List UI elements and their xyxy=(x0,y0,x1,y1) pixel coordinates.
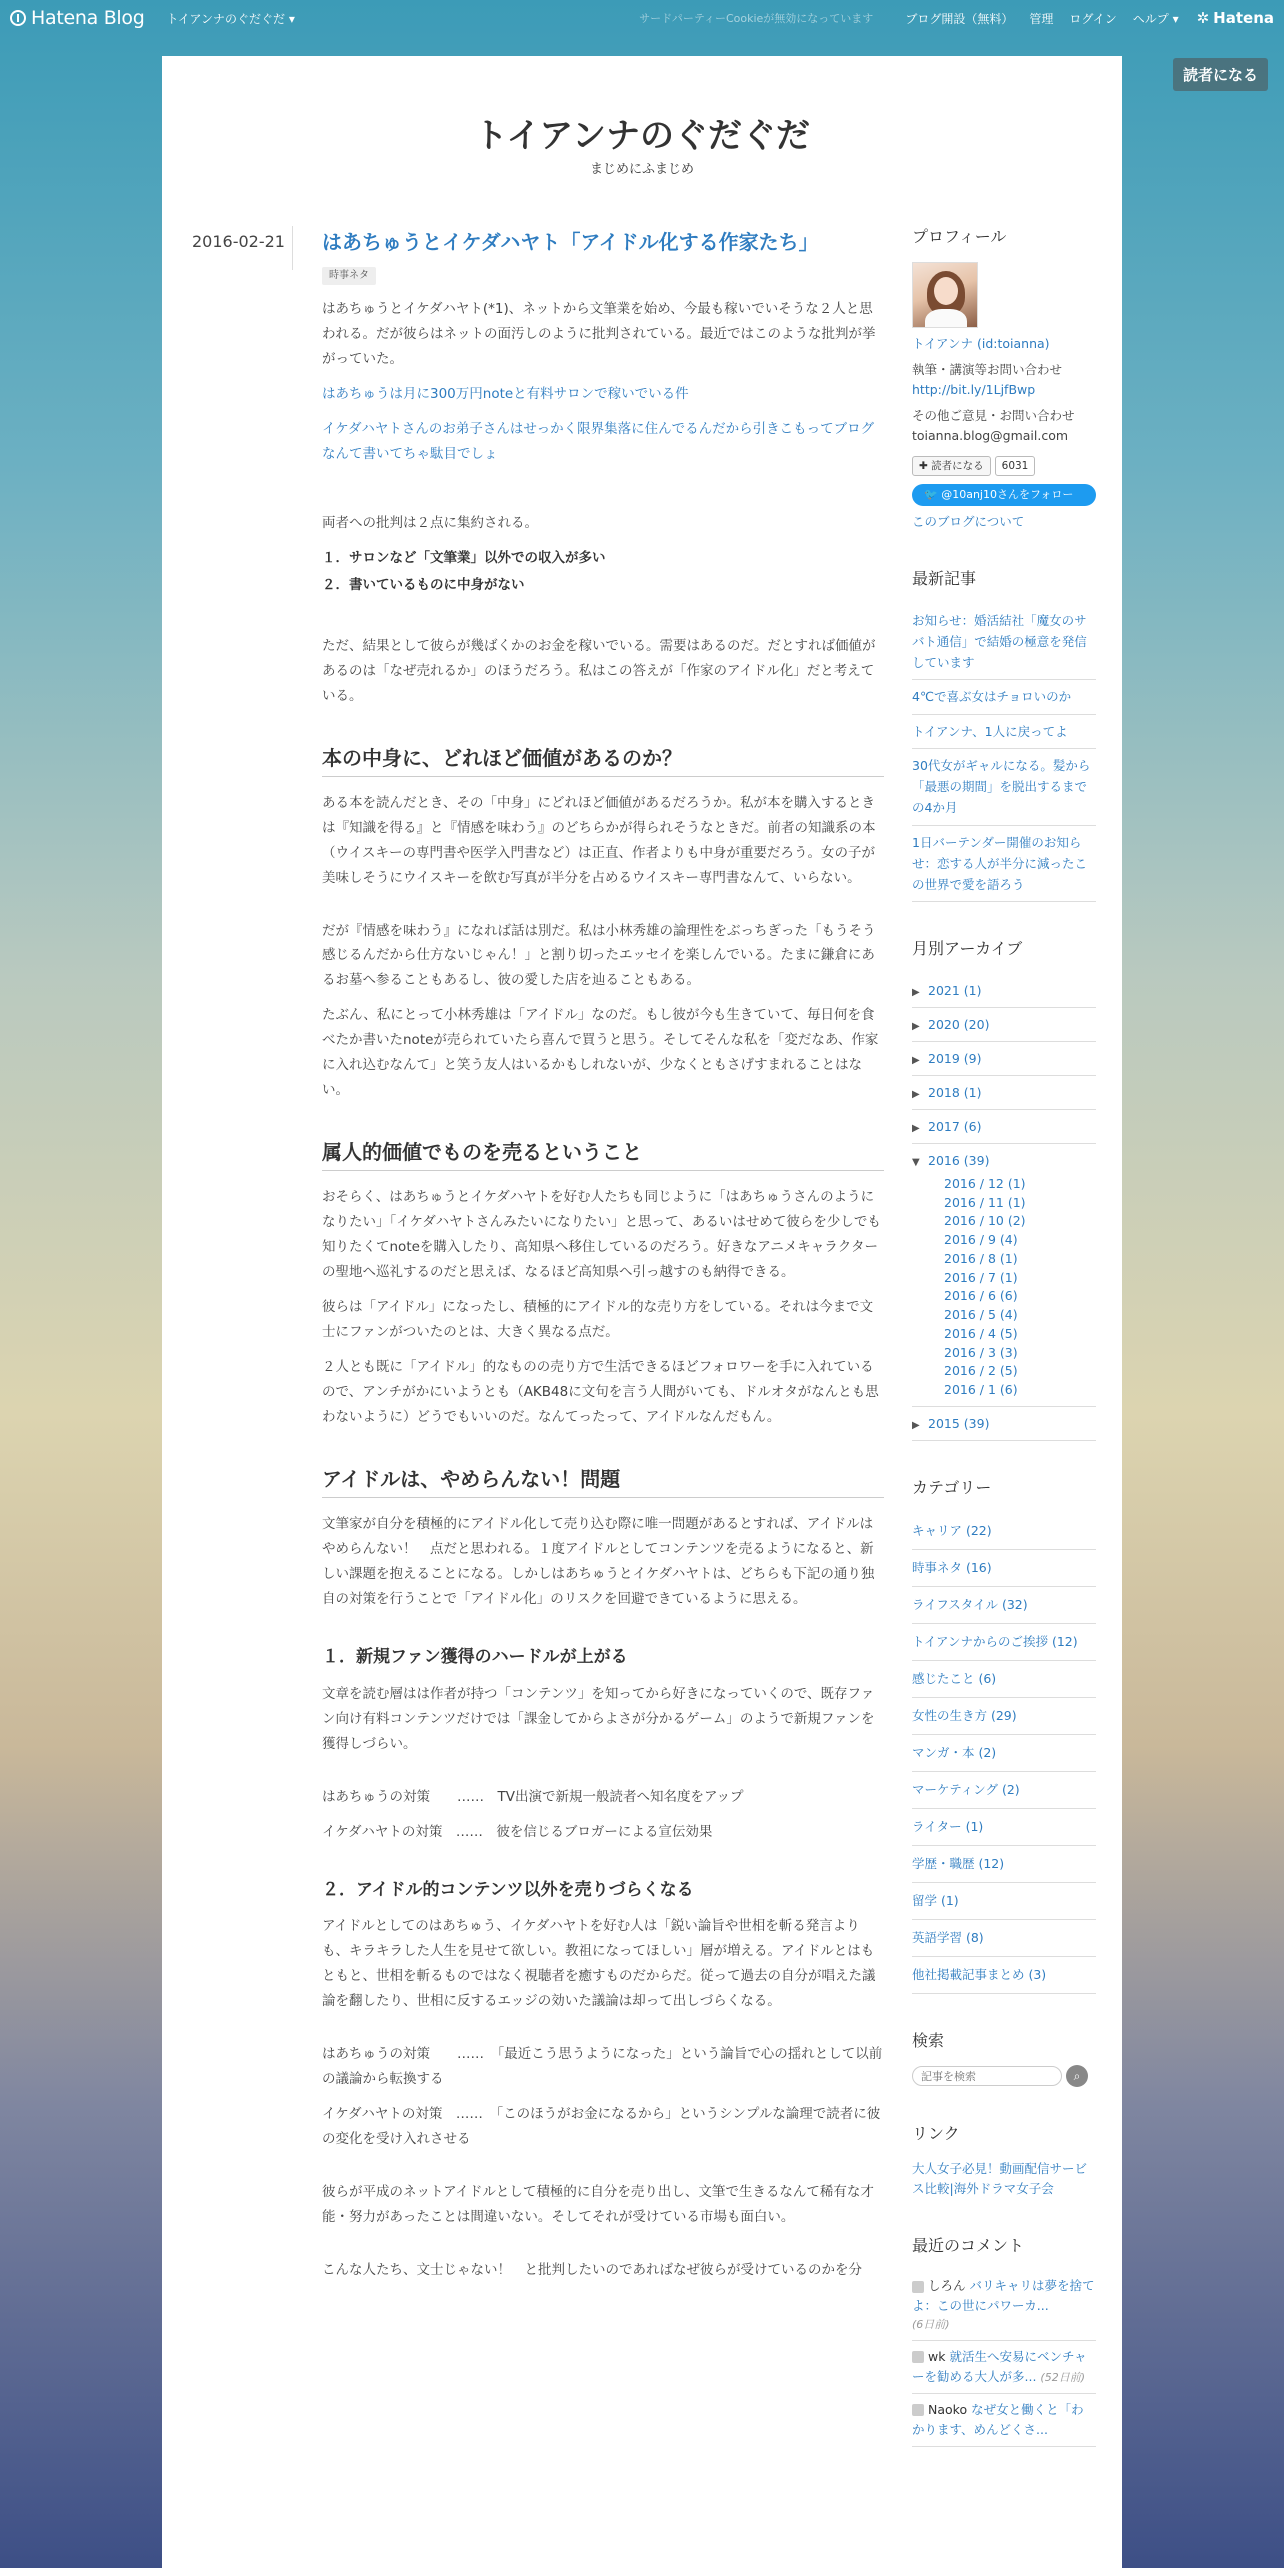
hatena-blog-logo[interactable] xyxy=(10,7,145,29)
hatena-link[interactable] xyxy=(1197,9,1274,27)
recent-entry-link[interactable]: 4℃で喜ぶ女はチョロいのか xyxy=(912,680,1096,714)
category-link[interactable]: マーケティング (2) xyxy=(912,1772,1096,1809)
date-divider xyxy=(292,226,293,270)
category-link[interactable]: ライフスタイル (32) xyxy=(912,1587,1096,1624)
paragraph: アイドルとしてのはあちゅう、イケダハヤトを好む人は「鋭い論旨や世相を斬る発言よりも、キラキラした人生を見せて欲しい。教祖になってほしい」層が増える。アイドルとはもともと、世相を斬るものではなく視聴者を癒すものだからだ。従って過去の自分が唱えた議論を翻したり、世相に反するエッジの効いた議論は却って出しづらくなる。 xyxy=(322,1918,876,2010)
section-heading: アイドルは、やめらんない！問題 xyxy=(322,1466,884,1498)
login-link[interactable]: ログイン xyxy=(1069,11,1117,26)
avatar[interactable] xyxy=(912,262,978,328)
links-module xyxy=(912,2121,1096,2199)
contact-email: toianna.blog@gmail.com xyxy=(912,427,1069,443)
expand-triangle-icon[interactable]: ▶ xyxy=(912,1020,920,1032)
category-link[interactable]: 他社掲載記事まとめ (3) xyxy=(912,1957,1096,1994)
archive-month-link[interactable]: 2016 / 2 (5) xyxy=(944,1363,1018,1379)
countermeasure-line: イケダハヤトの対策 …… 彼を信じるブロガーによる宣伝効果 xyxy=(322,1823,713,1840)
expand-triangle-icon[interactable]: ▶ xyxy=(912,1054,920,1066)
category-link[interactable]: キャリア (22) xyxy=(912,1513,1096,1550)
profile-name-link[interactable]: トイアンナ (id:toianna) xyxy=(912,335,1050,351)
search-module xyxy=(912,2028,1096,2088)
archive-year-row[interactable]: ▶ 2018 (1) xyxy=(912,1076,1096,1110)
category-link[interactable]: ライター (1) xyxy=(912,1809,1096,1846)
expand-triangle-icon[interactable]: ▶ xyxy=(912,1088,920,1100)
collapse-triangle-icon[interactable]: ▼ xyxy=(912,1156,920,1168)
section-heading: 属人的価値でものを売るということ xyxy=(322,1139,884,1171)
logo-text: Hatena Blog xyxy=(31,7,145,29)
countermeasure-line: イケダハヤトの対策 …… 「このほうがお金になるから」というシンプルな論理で読者に彼の変化を受け入れさせる xyxy=(322,2106,881,2148)
paragraph: 彼らが平成のネットアイドルとして積極的に自分を売り出し、文筆で生きるなんて稀有な才能・努力があったことは間違いない。そしてそれが受けている市場も面白い。 xyxy=(322,2184,874,2226)
comment-date: (52日前) xyxy=(1040,2370,1085,2384)
comment-entry-link[interactable]: なぜ女と働くと「わかります、めんどくさ... xyxy=(912,2401,1084,2437)
archive-month-link[interactable]: 2016 / 8 (1) xyxy=(944,1250,1018,1266)
entry-body xyxy=(322,228,884,2293)
sub-heading: ２．アイドル的コンテンツ以外を売りづらくなる xyxy=(322,1879,694,1900)
hatena-logo-icon xyxy=(10,10,26,26)
archive-month-link[interactable]: 2016 / 9 (4) xyxy=(944,1232,1018,1248)
section-heading: 本の中身に、どれほど価値があるのか？ xyxy=(322,745,884,777)
comment-item xyxy=(912,2341,1096,2394)
module-title: リンク xyxy=(912,2124,960,2144)
countermeasure-line: はあちゅうの対策 …… TV出演で新規一般読者へ知名度をアップ xyxy=(322,1788,744,1805)
hatena-text: Hatena xyxy=(1213,9,1274,27)
category-link[interactable]: 時事ネタ (16) xyxy=(912,1550,1096,1587)
archive-module xyxy=(912,936,1096,1441)
blog-container xyxy=(162,56,1122,2568)
user-icon xyxy=(912,2281,924,2293)
writing-contact-label: 執筆・講演等お問い合わせ xyxy=(912,361,1063,377)
sub-heading: １．新規ファン獲得のハードルが上がる xyxy=(322,1646,628,1667)
help-menu[interactable]: ヘルプ ▾ xyxy=(1132,11,1179,26)
paragraph: 文章を読む層はは作者が持つ「コンテンツ」を知ってから好きになっていくので、既存ファン向け有料コンテンツだけでは「課金してからよさが分かるゲーム」のようで新規ファンを獲得しづらい。 xyxy=(322,1685,875,1752)
search-input[interactable] xyxy=(912,2066,1062,2086)
comment-user[interactable]: wk xyxy=(928,2348,946,2364)
module-title: カテゴリー xyxy=(912,1477,992,1497)
sidebar xyxy=(912,224,1096,2481)
paragraph: ただ、結果として彼らが幾ばくかのお金を稼いでいる。需要はあるのだ。だとすれば価値があるのは「なぜ売れるか」のほうだろう。私はこの答えが「作家のアイドル化」だと考えている。 xyxy=(322,637,876,704)
bold-point: １．サロンなど「文筆業」以外での収入が多い xyxy=(322,549,606,566)
writing-contact-link[interactable]: http://bit.ly/1LjfBwp xyxy=(912,381,1036,397)
archive-month-link[interactable]: 2016 / 3 (3) xyxy=(944,1344,1018,1360)
entry-category-tag[interactable]: 時事ネタ xyxy=(322,267,376,285)
user-icon xyxy=(912,2351,924,2363)
archive-year-row[interactable]: ▶ 2021 (1) xyxy=(912,974,1096,1008)
recent-entry-link[interactable]: 30代女がギャルになる。髪から「最悪の期間」を脱出するまでの4か月 xyxy=(912,749,1096,826)
user-icon xyxy=(912,2404,924,2416)
comment-item xyxy=(912,2394,1096,2447)
paragraph: こんな人たち、文士じゃない！ と批判したいのであればなぜ彼らが受けているのかを分 xyxy=(322,2262,862,2278)
comment-user[interactable]: Naoko xyxy=(928,2401,968,2417)
paragraph: だが『情感を味わう』になれば話は別だ。私は小林秀雄の論理性をぶっちぎった「もうそう感じるんだから仕方ないじゃん！」と割り切ったエッセイを楽しんでいる。たまに鎌倉にあるお墓へ参ることもあるし、彼の愛した店を辿ることもある。 xyxy=(322,922,876,989)
recent-entries-module xyxy=(912,566,1096,902)
subscriber-count[interactable]: 6031 xyxy=(995,456,1036,477)
paragraph: 両者への批判は２点に集約される。 xyxy=(322,514,538,531)
comment-entry-link[interactable]: 就活生へ安易にベンチャーを勧める大人が多... xyxy=(912,2348,1087,2384)
entry-title[interactable]: はあちゅうとイケダハヤト「アイドル化する作家たち」 xyxy=(322,230,819,254)
subscribe-button[interactable]: ✚ 読者になる xyxy=(912,456,991,477)
comment-user[interactable]: しろん xyxy=(928,2278,966,2294)
global-header xyxy=(0,0,1284,36)
expand-triangle-icon[interactable]: ▶ xyxy=(912,986,920,998)
paragraph: ある本を読んだとき、その「中身」にどれほど価値があるだろうか。私が本を購入するときは『知識を得る』と『情感を味わう』のどちらかが得られそうなときだ。前者の知識系の本（ウイスキーの専門書や医学入門書など）は正直、作者よりも中身が重要だろう。女の子が美味しそうにウイスキーを飲む写真が半分を占めるウイスキー専門書なんて、いらない。 xyxy=(322,794,876,886)
hatena-gear-icon: ✲ xyxy=(1196,9,1210,27)
category-link[interactable]: 感じたこと (6) xyxy=(912,1661,1096,1698)
subscribe-button-top[interactable]: 読者になる xyxy=(1173,58,1268,91)
category-link[interactable]: 学歴・職歴 (12) xyxy=(912,1846,1096,1883)
external-link[interactable]: 大人女子必見！動画配信サービス比較|海外ドラマ女子会 xyxy=(912,2160,1088,2196)
archive-month-link[interactable]: 2016 / 5 (4) xyxy=(944,1307,1018,1323)
recent-entry-link[interactable]: 1日バーテンダー開催のお知らせ：恋する人が半分に減ったこの世界で愛を語ろう xyxy=(912,826,1096,903)
categories-module xyxy=(912,1475,1096,1994)
start-blog-link[interactable]: ブログ開設（無料） xyxy=(905,11,1014,26)
blog-title[interactable]: トイアンナのぐだぐだ xyxy=(474,116,810,156)
countermeasure-line: はあちゅうの対策 …… 「最近こう思うようになった」という論旨で心の揺れとして以前の議論から転換する xyxy=(322,2046,883,2088)
manage-link[interactable]: 管理 xyxy=(1029,11,1054,26)
archive-year-row[interactable]: ▶ 2019 (9) xyxy=(912,1042,1096,1076)
other-contact-label: その他ご意見・お問い合わせ xyxy=(912,407,1075,423)
category-link[interactable]: 女性の生き方 (29) xyxy=(912,1698,1096,1735)
module-title: 最新記事 xyxy=(912,568,977,588)
paragraph: はあちゅうとイケダハヤト(*1)、ネットから文筆業を始め、今最も稼いでいそうな２人と思われる。だが彼らはネットの面汚しのように批判されている。最近ではこのような批判が挙がっていた。 xyxy=(322,301,876,367)
paragraph: たぶん、私にとって小林秀雄は「アイドル」なのだ。もし彼が今も生きていて、毎日何を食べたか書いたnoteが売られていたら喜んで買うと思う。そしてそんな私を「変だなあ、作家に入れ込むなんて」と笑う友人はいるかもしれないが、少なくともさげすまれることはない。 xyxy=(322,1007,879,1099)
archive-year-row[interactable]: ▶ 2020 (20) xyxy=(912,1008,1096,1042)
blog-description: まじめにふまじめ xyxy=(589,162,694,177)
category-link[interactable]: 英語学習 (8) xyxy=(912,1920,1096,1957)
twitter-follow-button[interactable]: 🐦 @10anj10さんをフォロー xyxy=(912,484,1096,506)
comment-date: (6日前) xyxy=(912,2318,950,2332)
paragraph: おそらく、はあちゅうとイケダハヤトを好む人たちも同じように「はあちゅうさんのようになりたい」「イケダハヤトさんみたいになりたい」と思って、あるいはせめて彼らを少しでも知りたくてnoteを購入したり、高知県へ移住しているのだろう。好きなアニメキャラクターの聖地へ巡礼するのだと思えば、なるほど高知県へ引っ越すのも納得できる。 xyxy=(322,1189,881,1281)
recent-comments-module xyxy=(912,2233,1096,2447)
comment-entry-link[interactable]: バリキャリは夢を捨てよ：この世にパワーカ... xyxy=(912,2278,1095,2314)
expand-triangle-icon[interactable]: ▶ xyxy=(912,1419,920,1431)
twitter-bird-icon: 🐦 xyxy=(924,488,942,502)
comment-item xyxy=(912,2270,1096,2341)
about-blog-link[interactable]: このブログについて xyxy=(912,513,1025,529)
article-link[interactable]: はあちゅうは月に300万円noteと有料サロンで稼いでいる件 xyxy=(322,385,689,402)
archive-month-link[interactable]: 2016 / 11 (1) xyxy=(944,1194,1026,1210)
archive-year-row[interactable]: ▶ 2017 (6) xyxy=(912,1110,1096,1144)
paragraph: 彼らは「アイドル」になったし、積極的にアイドル的な売り方をしている。それは今まで文士にファンがついたのとは、大きく異なる点だ。 xyxy=(322,1299,874,1341)
module-title: 検索 xyxy=(912,2030,945,2050)
recent-entry-link[interactable]: お知らせ：婚活結社「魔女のサバト通信」で結婚の極意を発信しています xyxy=(912,604,1096,681)
blog-menu-dropdown[interactable]: トイアンナのぐだぐだ ▾ xyxy=(166,11,295,26)
category-link[interactable]: マンガ・本 (2) xyxy=(912,1735,1096,1772)
cookie-notice: サードパーティーCookieが無効になっています xyxy=(639,12,874,25)
archive-month-link[interactable]: 2016 / 4 (5) xyxy=(944,1325,1018,1341)
archive-month-link[interactable]: 2016 / 6 (6) xyxy=(944,1288,1018,1304)
bold-point: ２．書いているものに中身がない xyxy=(322,576,525,593)
expand-triangle-icon[interactable]: ▶ xyxy=(912,1122,920,1134)
module-title: プロフィール xyxy=(912,227,1007,246)
archive-year-row[interactable]: ▶ 2015 (39) xyxy=(912,1407,1096,1441)
category-link[interactable]: トイアンナからのご挨拶 (12) xyxy=(912,1624,1096,1661)
module-title: 最近のコメント xyxy=(912,2235,1025,2255)
archive-month-link[interactable]: 2016 / 12 (1) xyxy=(944,1175,1026,1191)
archive-month-link[interactable]: 2016 / 7 (1) xyxy=(944,1269,1018,1285)
search-icon[interactable]: ⌕ xyxy=(1066,2065,1088,2087)
module-title: 月別アーカイブ xyxy=(912,939,1023,959)
category-link[interactable]: 留学 (1) xyxy=(912,1883,1096,1920)
article-link[interactable]: イケダハヤトさんのお弟子さんはせっかく限界集落に住んでるんだから引きこもってブログなんて書いてちゃ駄目でしょ xyxy=(322,420,875,462)
recent-entry-link[interactable]: トイアンナ、1人に戻ってよ xyxy=(912,715,1096,749)
archive-month-link[interactable]: 2016 / 1 (6) xyxy=(944,1382,1018,1398)
archive-month-link[interactable]: 2016 / 10 (2) xyxy=(944,1213,1026,1229)
entry-date[interactable]: 2016-02-21 xyxy=(192,232,285,251)
profile-module xyxy=(912,224,1096,532)
archive-year-row-open[interactable]: ▼ 2016 (39) 2016 / 12 (1) 2016 / 11 (1) 2016 / 10 (2) 2016 / 9 (4) 2016 / 8 (1) 2016 / 7 (1) 2016 / 6 (6) 2016 / 5 (4) 2016 / 4 (5) 2016 / 3 (3) 2016 / 2 (5) 2016 / 1 (6) xyxy=(912,1144,1096,1407)
paragraph: ２人とも既に「アイドル」的なものの売り方で生活できるほどフォロワーを手に入れているので、アンチがかにいようとも（AKB48に文句を言う人間がいても、ドルオタがなんとも思わないように）どうでもいいのだ。なんてったって、アイドルなんだもん。 xyxy=(322,1359,879,1426)
paragraph: 文筆家が自分を積極的にアイドル化して売り込む際に唯一問題があるとすれば、アイドルはやめらんない！ 点だと思われる。１度アイドルとしてコンテンツを売るようになると、新しい課題を抱えることになる。しかしはあちゅうとイケダハヤトは、どちらも下記の通り独自の対策を行うことで「アイドル化」のリスクを回避できているように思える。 xyxy=(322,1516,875,1607)
